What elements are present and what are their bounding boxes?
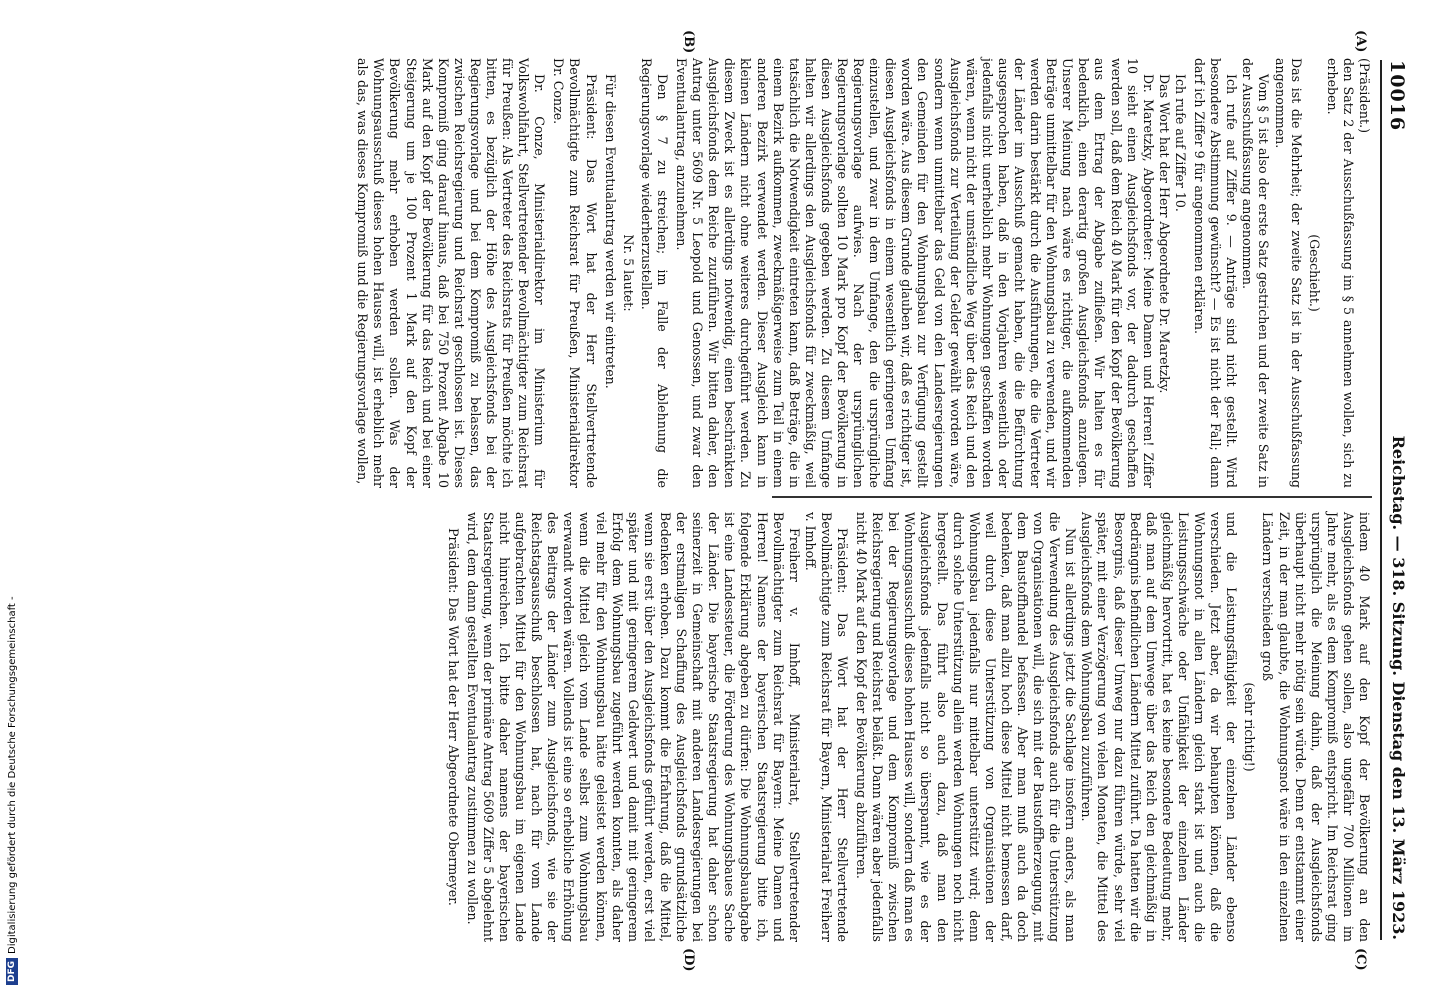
paragraph: Freiherr v. Imhoff, Ministerialrat, Stellvertretender Bevollmächtigter zum Reichsrat für Bayern: Meine Damen und Herren! Namens der bayerischen Staatsregierung bitte ich, folgende Erklärung abgeben zu dürfen: Die Wohnungsbauabgabe ist eine Landessteuer, die Förderung des Wohnungsbaues Sache der Länder. Die bayerische Staatsregierung hat daher schon seinerzeit in Gemeinschaft mit anderen Landesregierungen bei der erstmaligen Schaffung des Ausgleichsfonds grundsätzliche Bedenken erhoben. Dazu kommt die Erfahrung, daß die Mittel, wenn sie erst über den Ausgleichsfonds geführt werden, erst viel später und mit geringerem Geldwert und damit mit geringerem Erfolg dem Wohnungsbau zugeführt werden konnten, als daher viel mehr für den Wohnungsbau hätte geleistet werden können, wenn die Mittel gleich vom Lande selbst zum Wohnungsbau verwandt worden wären. Vollends ist eine so erhebliche Erhöhung des Beitrags der Länder zum Ausgleichsfonds, wie sie der Reichstagsausschuß beschlossen hat, nach für vom Lande aufgebrachten Mittel für den Wohnungsbau im eigenen Lande nicht hinreichen. Ich bitte daher namens der bayerischen Staatsregierung, wenn der primäre Antrag 5609 Ziffer 5 abgelehnt wird, dem dann gestellten Eventualantrag zustimmen zu wollen. [464,512,802,942]
paragraph: (Geschieht.) [1306,234,1322,312]
paragraph: indem 40 Mark auf den Kopf der Bevölkerung an den Ausgleichsfonds gehen sollen, also ungefähr 700 Millionen im Jahre mehr, als es dem Kompromiß entspricht. Im Reichsrat ging ursprünglich die Meinung dahin, daß der Ausgleichsfonds überhaupt nicht mehr nötig sein würde. Denn er entstammt einer Zeit, in der man glaubte, die Wohnungsnot wäre in den einzelnen Ländern verschieden groß [1260,512,1372,942]
paragraph: Ich rufe auf Ziffer 10. [1172,74,1188,212]
paragraph: und die Leistungsfähigkeit der einzelnen Länder ebenso verschieden. Jetzt aber, da wir behaupten können, daß die Wohnungsnot in allen Ländern gleich stark ist und auch die Leistungsschwäche oder Unfähigkeit der einzelnen Länder gleichmäßig hervortritt, hat es keine besondere Bedeutung mehr, daß man auf dem Umwege über das Reich den gleichmäßig in Bedrängnis befindlichen Ländern Mittel zuführt. Da hatten wir die Besorgnis, daß dieser Umweg nur dazu führen würde, sehr viel später, mit einer Verzögerung von vielen Monaten, die Mittel des Ausgleichsfonds dem Wohnungsbau zuzuführen. [1079,512,1240,942]
margin-mark-b: (B) [681,30,696,54]
paragraph: (sehr richtig!) [1242,682,1258,772]
paragraph: den Satz 2 der Ausschußfassung im § 5 annehmen wollen, sich zu erheben. [1324,58,1356,488]
paragraph: Präsident: Das Wort hat der Herr Stellvertretende Bevollmächtigte zum Reichsrat für Preußen, Ministerialdirektor Dr. Conze. [551,58,599,488]
running-title: Reichstag. — 318. Sitzung. Dienstag den 13. März 1923. [1389,435,1408,940]
paragraph: Dr. Maretzky, Abgeordneter: Meine Damen und Herren! Ziffer 10 sieht einen Ausgleichsfonds vor, der dadurch geschaffen werden soll, daß dem Reich 40 Mark für den Kopf der Bevölkerung aus dem Ertrag der Abgabe zufließen. Wir halten es für bedenklich, einen derartig großen Ausgleichsfonds anzulegen. Unserer Meinung nach wäre es richtiger, die aufkommenden Beträge unmittelbar für den Wohnungsbau zu verwenden, und wir werden darin bestärkt durch die Ausführungen, die die Vertreter der Länder im Ausschuß gemacht haben, die die Befürchtung ausgesprochen haben, daß in den Vorjahren wesentlich oder jedenfalls nicht unerheblich mehr Wohnungen geschaffen worden wären, wenn nicht der umständliche Weg über das Reich und den Ausgleichsfonds zur Verteilung der Gelder gewählt worden wäre, sondern wenn unmittelbar das Geld von den Landesregierungen den Gemeinden für den Wohnungsbau zur Verfügung gestellt worden wäre. Aus diesem Grunde glauben wir, daß es richtiger ist, diesen Ausgleichsfonds in einem wesentlich geringeren Umfang einzustellen, und zwar in dem Umfange, den die ursprüngliche Regierungsvorlage aufwies. Nach der ursprünglichen Regierungsvorlage sollten 10 Mark pro Kopf der Bevölkerung in diesen Ausgleichsfonds gegeben werden. Zu diesem Umfange halten wir allerdings den Ausgleichsfonds für zweckmäßig, weil tatsächlich die Notwendigkeit eintreten kann, daß Beträge, die in einem Bezirk aufkommen, zweckmäßigerweise zum Teil in einem anderen Bezirk verwendet werden. Dieser Ausgleich kann in kleinen Ländern nicht ohne weiteres durchgeführt werden. Zu diesem Zweck ist es allerdings notwendig, einen beschränkten Ausgleichsfonds dem Reiche zuzuführen. Wir bitten daher, den Antrag unter 5609 Nr. 5 Leopold und Genossen, und zwar den Eventualantrag, anzunehmen. [674,58,1156,488]
page-number: 10016 [1386,60,1408,132]
column-divider [772,496,1372,498]
paragraph: Das Wort hat der Herr Abgeordnete Dr. Maretzky. [1156,74,1172,394]
paragraph: Für diesen Eventualantrag werden wir eintreten. [602,74,618,389]
paragraph: Präsident: Das Wort hat der Herr Stellvertretende Bevollmächtigte zum Reichsrat für Bayern, Ministerialrat Freiherr v. Imhoff. [802,512,850,942]
margin-mark-d: (D) [681,948,696,972]
margin-mark-a: (A) [1353,30,1368,53]
credit-text: Digitalisierung gefördert durch die Deutsche Forschungsgemeinschaft - [7,596,18,954]
paragraph: Dr. Conze, Ministerialdirektor im Ministerium für Volkswohlfahrt, Stellvertretender Bevollmächtigter zum Reichsrat für Preußen: Als Vertreter des Reichsrats für Preußen möchte ich bitten, es bezüglich der Höhe des Ausgleichsfonds bei der Regierungsvorlage und bei dem Kompromiß zu belassen, das zwischen Reichsregierung und Reichsrat geschlossen ist. Dieses Kompromiß ging darauf hinaus, daß bei 750 Prozent Abgabe 10 Mark auf den Kopf der Bevölkerung für das Reich und bei einer Steigerung um je 100 Prozent 1 Mark auf den Kopf der Bevölkerung mehr erhoben werden sollen. Was der Wohnungsausschuß dieses hohen Hauses will, ist erheblich mehr als das, was dieses Kompromiß und die Regierungsvorlage wollen, [355,58,548,488]
dfg-logo-icon: DFG [6,958,18,985]
paragraph: Vom § 5 ist also der erste Satz gestrichen und der zweite Satz in der Ausschußfassung angenommen. [1240,58,1272,488]
paragraph: Nr. 5 lautet: [620,234,636,312]
paragraph: (Präsident.) [1357,58,1372,134]
margin-mark-c: (C) [1353,948,1368,971]
paragraph: Nun ist allerdings jetzt die Sachlage insofern anders, als man die Verwendung des Ausgleichsfonds auch für die Unterstützung von Organisationen will, die sich mit der Baustoffherzeugung, mit dem Baustoffhandel befassen. Aber man muß auch da doch bedenken, daß man allzu hoch diese Mittel nicht bemessen darf, weil durch diese Unterstützung von Organisationen der Wohnungsbau jedenfalls nur mittelbar unterstützt wird; denn durch solche Unterstützung allein werden Wohnungen noch nicht hergestellt. Das führt also auch dazu, daß man den Ausgleichsfonds jedenfalls nicht so überspannt, wie es der Wohnungsausschuß dieses hohen Hauses will, sondern daß man es bei der Regierungsvorlage und dem Kompromiß zwischen Reichsregierung und Reichsrat beläßt. Dann wären aber jedenfalls nicht 40 Mark auf den Kopf der Bevölkerung abzuführen. [854,512,1079,942]
paragraph: Den § 7 zu streichen; im Falle der Ablehnung die Regierungsvorlage wiederherzustellen. [638,58,670,488]
page-header [1380,60,1412,940]
paragraph: Das ist die Mehrheit; der zweite Satz ist in der Ausschußfassung angenommen. [1272,58,1304,488]
right-text-column [445,512,1372,942]
paragraph: Präsident: Das Wort hat der Herr Abgeordnete Obermeyer. [445,528,461,906]
paragraph: Ich rufe auf Ziffer 9. — Anträge sind nicht gestellt. Wird besondere Abstimmung gewünscht? — Es ist nicht der Fall; dann darf ich Ziffer 9 für angenommen erklären. [1192,58,1240,488]
left-text-column [354,58,1372,488]
